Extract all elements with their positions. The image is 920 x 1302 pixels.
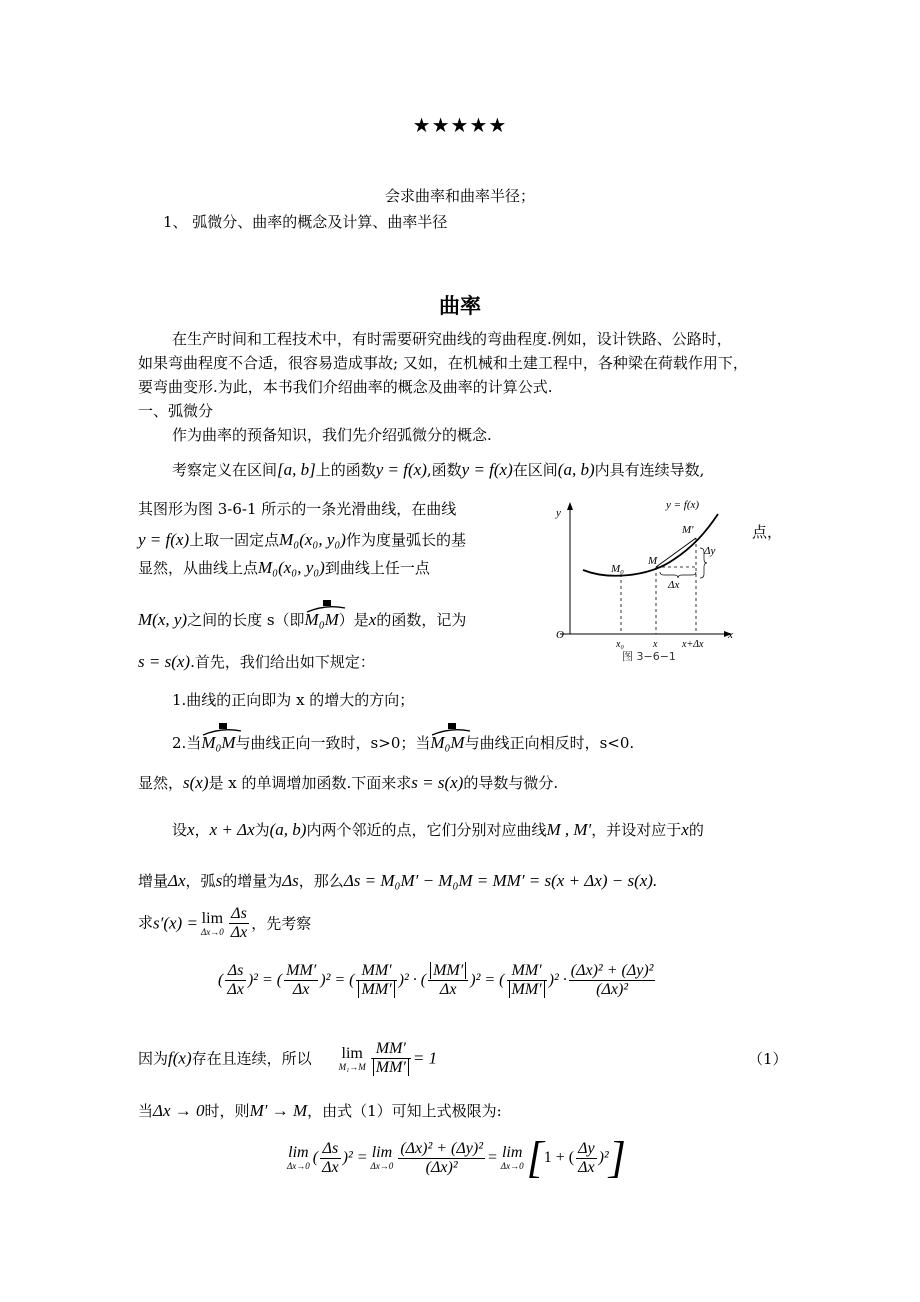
paragraph-13: 当Δx → 0时，则M′ → M，由式（1）可知上式极限为: (138, 1101, 502, 1120)
rating-stars: ★★★★★ (412, 113, 508, 137)
intro-line-2: 如果弯曲程度不合适，很容易造成事故; 又如，在机械和土建工程中，各种梁在荷载作用下， (138, 354, 748, 372)
dx-brace (660, 572, 696, 578)
paragraph-7: s = s(x).首先，我们给出如下规定： (138, 652, 375, 671)
arc-m0m-2: M₀M (201, 733, 235, 753)
fraction-ds-dx: $\frac{\Delta s}{\Delta x}$ (230, 905, 248, 941)
figure-x0-tick: x₀ (616, 639, 624, 650)
paragraph-6: M(x, y)之间的长度 s（即 M₀M）是x的函数，记为 (138, 610, 466, 630)
paragraph-5: 显然，从曲线上点M₀(x₀, y₀)到曲线上任一点 (138, 558, 430, 577)
y-axis-arrow (567, 502, 573, 510)
equation-limit: lim Δx→0 ( $\frac{\Delta s}{\Delta x}$ )² = lim Δx→0 $\frac{\text{(Δx)² + (Δy)²}}{\text{(Δx)²}}$ = lim Δx→0 [1 + ( $\frac{\Delta y}{\Delta x}$ )²] (287, 1133, 626, 1182)
paragraph-8: 显然，s(x)是 x 的单调增加函数.下面来求s = s(x)的导数与微分. (138, 773, 559, 792)
figure-dy-label: Δy (704, 545, 716, 557)
figure-mp-label: M′ (682, 524, 694, 536)
limit-operator: lim Δx→0 (200, 909, 224, 937)
paragraph-10: 增量Δx，弧s的增量为Δs，那么Δs = M₀M′ − M₀M = MM′ = s(x + Δx) − s(x). (138, 871, 658, 890)
figure-3-6-1 (548, 492, 748, 672)
figure-caption: 图 3−6−1 (622, 650, 676, 663)
figure-m0-label: M₀ (611, 563, 624, 575)
figure-y-label: y (556, 507, 561, 519)
paragraph-3: 其图形为图 3-6-1 所示的一条光滑曲线，在曲线 (138, 500, 457, 518)
figure-xdx-tick: x+Δx (682, 639, 704, 650)
section-title: 曲率 (439, 294, 481, 318)
paragraph-3-end: 点， (752, 523, 783, 541)
figure-curve-label: y = f(x) (666, 499, 700, 511)
keypoint-line: 1、 弧微分、曲率的概念及计算、曲率半径 (163, 213, 448, 231)
figure-m-label: M (648, 555, 658, 567)
figure-dx-label: Δx (668, 579, 680, 591)
equation-ratio: ( $\frac{\Delta s}{\Delta x}$ )² = ( $\frac{MM'}{\Delta x}$ )² = ( $\frac{MM'}{MM'}$ )² · ( $\frac{MM'}{\Delta x}$ )² = ( $\frac{MM'}{MM'}$ )² · $\frac{\text{(Δx)² + (Δy)²}}{\text{(Δx)²}}$ (218, 962, 654, 998)
paragraph-9: 设x，x + Δx为(a, b)内两个邻近的点，它们分别对应曲线M , M′，并设对应于x的 (172, 820, 704, 839)
arc-m0m: M₀M (305, 610, 339, 630)
paragraph-2: 考察定义在区间[a, b]上的函数y = f(x),函数y = f(x)在区间(a, b)内具有连续导数, (172, 460, 705, 479)
intro-line-1: 在生产时间和工程技术中，有时需要研究曲线的弯曲程度.例如，设计铁路、公路时， (172, 330, 732, 348)
figure-x-tick: x (653, 639, 658, 650)
equation-number-1: （1） (748, 1050, 788, 1068)
rule-2: 2.当 M₀M与曲线正向一致时，s>0；当 M₀M与曲线正向相反时，s<0. (172, 733, 634, 753)
chord (656, 538, 696, 567)
rule-1: 1.曲线的正向即为 x 的增大的方向； (172, 691, 415, 709)
section-heading: 一、弧微分 (138, 402, 214, 420)
paragraph-12: 因为f(x)存在且连续，所以 lim M₁→M $\frac{MM'}{MM'}$ = 1 (138, 1040, 438, 1076)
figure-x-label: x (728, 629, 733, 641)
figure-origin-label: O (556, 629, 564, 641)
objective-line: 会求曲率和曲率半径； (384, 187, 535, 205)
intro-line-3: 要弯曲变形.为此，本书我们介绍曲率的概念及曲率的计算公式. (138, 378, 553, 396)
paragraph-4: y = f(x)上取一固定点M₀(x₀, y₀)作为度量弧长的基 (138, 530, 466, 549)
paragraph-1: 作为曲率的预备知识，我们先介绍弧微分的概念. (172, 426, 492, 444)
paragraph-11: 求s′(x) = lim Δx→0 $\frac{\Delta s}{\Delta x}$ ，先考察 (138, 905, 312, 941)
arc-m0m-3: M₀M (430, 733, 464, 753)
